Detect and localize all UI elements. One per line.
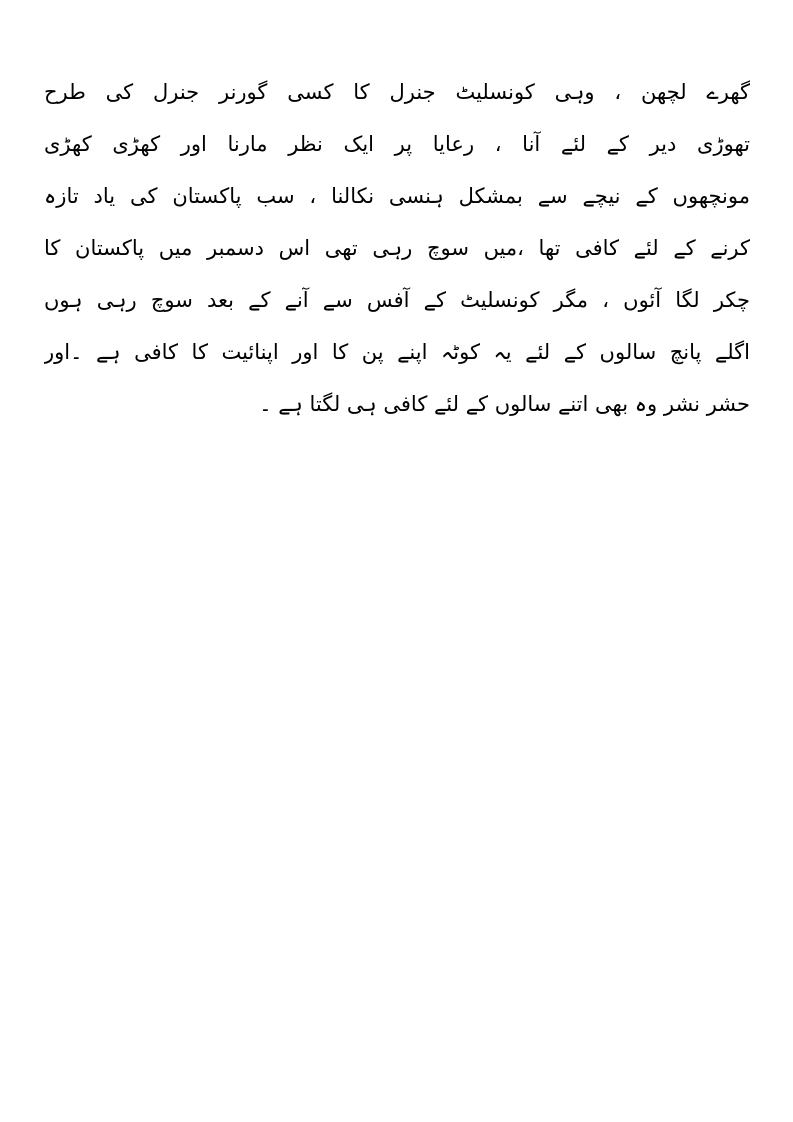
- text-line-7: حشر نشر وہ بھی اتنے سالوں کے لئے کافی ہی لگتا ہے ۔: [259, 392, 750, 416]
- text-line-4: کرنے کے لئے کافی تھا ،میں سوچ رہی تھی اس دسمبر میں پاکستان کا: [44, 236, 750, 260]
- text-line-2: تھوڑی دیر کے لئے آنا ، رعایا پر ایک نظر مارنا اور کھڑی کھڑی: [44, 132, 750, 156]
- text-line-1: گھرے لچھن ، وہی کونسلیٹ جنرل کا کسی گورنر جنرل کی طرح: [44, 80, 750, 104]
- body-text: [44, 66, 750, 430]
- text-line-5: چکر لگا آئوں ، مگر کونسلیٹ کے آفس سے آنے کے بعد سوچ رہی ہوں: [44, 288, 750, 312]
- text-line-3: مونچھوں کے نیچے سے بمشکل ہنسی نکالنا ، سب پاکستان کی یاد تازہ: [44, 184, 750, 208]
- text-line-6: اگلے پانچ سالوں کے لئے یہ کوٹہ اپنے پن کا اور اپنائیت کا کافی ہے ۔اور: [44, 340, 750, 364]
